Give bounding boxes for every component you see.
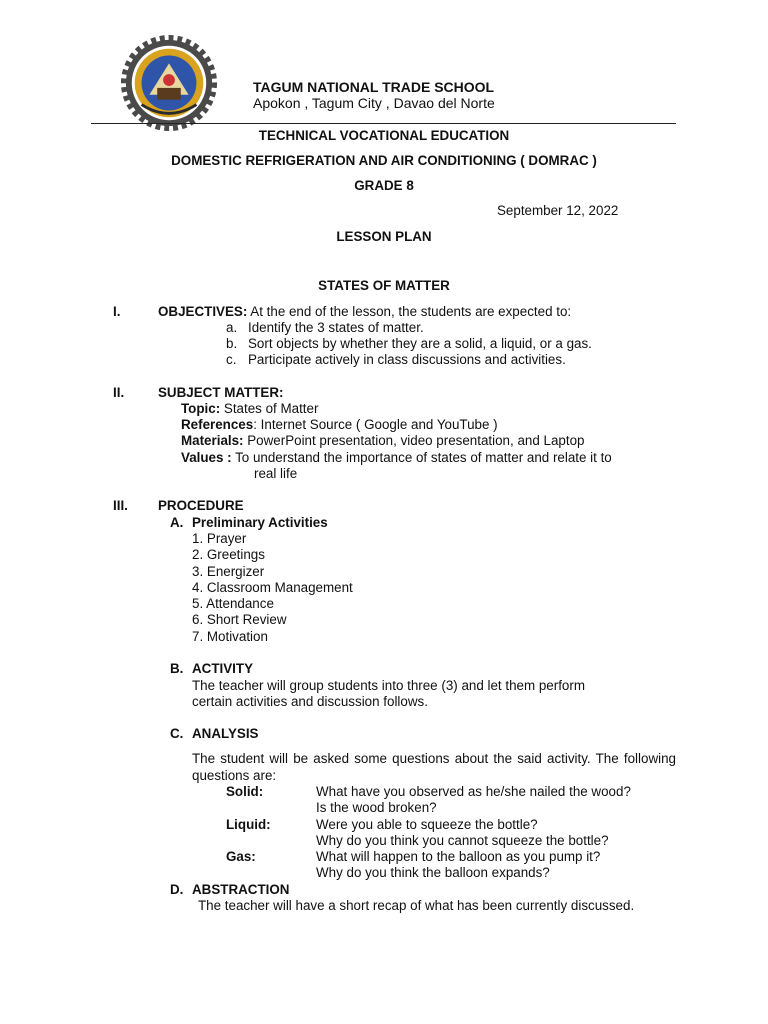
values-line: Values : To understand the importance of states of matter and relate it to: [181, 450, 612, 465]
activity-heading: ACTIVITY: [192, 661, 254, 676]
department-title: TECHNICAL VOCATIONAL EDUCATION: [258, 128, 510, 143]
objective-item: Sort objects by whether they are a solid, a liquid, or a gas.: [248, 336, 592, 351]
objectives-heading: OBJECTIVES: At the end of the lesson, the students are expected to:: [158, 304, 572, 319]
section-numeral: III.: [113, 498, 128, 513]
subject-matter-heading: SUBJECT MATTER:: [158, 385, 284, 400]
school-seal-logo: [120, 34, 218, 132]
list-item: 3. Energizer: [192, 564, 265, 579]
values-line-continued: real life: [254, 466, 298, 481]
analysis-heading: ANALYSIS: [192, 726, 259, 741]
school-name: TAGUM NATIONAL TRADE SCHOOL: [253, 79, 495, 95]
subsection-marker: A.: [170, 515, 184, 530]
topic-title: STATES OF MATTER: [318, 278, 450, 293]
activity-text: The teacher will group students into three (3) and let them perform: [192, 678, 585, 693]
references-line: References: Internet Source ( Google and YouTube ): [181, 417, 498, 432]
materials-line: Materials: PowerPoint presentation, video presentation, and Laptop: [181, 433, 585, 448]
list-item: 7. Motivation: [192, 629, 268, 644]
abstraction-heading: ABSTRACTION: [192, 882, 290, 897]
school-address: Apokon , Tagum City , Davao del Norte: [253, 95, 495, 111]
question: Were you able to squeeze the bottle?: [316, 817, 538, 832]
gas-label: Gas:: [226, 849, 256, 864]
activity-text: certain activities and discussion follows.: [192, 694, 428, 709]
list-item: 2. Greetings: [192, 547, 265, 562]
lesson-date: September 12, 2022: [497, 203, 619, 218]
liquid-label: Liquid:: [226, 817, 271, 832]
section-numeral: I.: [113, 304, 121, 319]
objective-item: Participate actively in class discussions and activities.: [248, 352, 566, 367]
question: What have you observed as he/she nailed the wood?: [316, 784, 631, 799]
topic-line: Topic: States of Matter: [181, 401, 319, 416]
subsection-marker: D.: [170, 882, 184, 897]
header-divider: [91, 123, 676, 124]
list-item: 4. Classroom Management: [192, 580, 353, 595]
section-numeral: II.: [113, 385, 125, 400]
solid-label: Solid:: [226, 784, 264, 799]
question: Why do you think the balloon expands?: [316, 865, 550, 880]
abstraction-text: The teacher will have a short recap of what has been currently discussed.: [198, 898, 635, 913]
doc-title: LESSON PLAN: [336, 229, 432, 244]
preliminary-heading: Preliminary Activities: [192, 515, 328, 530]
list-item: 1. Prayer: [192, 531, 247, 546]
list-item-marker: b.: [226, 336, 238, 351]
procedure-heading: PROCEDURE: [158, 498, 244, 513]
list-item: 6. Short Review: [192, 612, 287, 627]
subsection-marker: B.: [170, 661, 184, 676]
grade-title: GRADE 8: [354, 178, 414, 193]
list-item: 5. Attendance: [192, 596, 274, 611]
list-item-marker: c.: [226, 352, 237, 367]
question: Why do you think you cannot squeeze the bottle?: [316, 833, 609, 848]
analysis-text: The student will be asked some questions about the said activity. The following questions are:: [192, 751, 676, 783]
question: Is the wood broken?: [316, 800, 437, 815]
course-title: DOMESTIC REFRIGERATION AND AIR CONDITIONING ( DOMRAC ): [171, 153, 597, 168]
list-item-marker: a.: [226, 320, 238, 335]
subsection-marker: C.: [170, 726, 184, 741]
question: What will happen to the balloon as you pump it?: [316, 849, 601, 864]
objective-item: Identify the 3 states of matter.: [248, 320, 424, 335]
